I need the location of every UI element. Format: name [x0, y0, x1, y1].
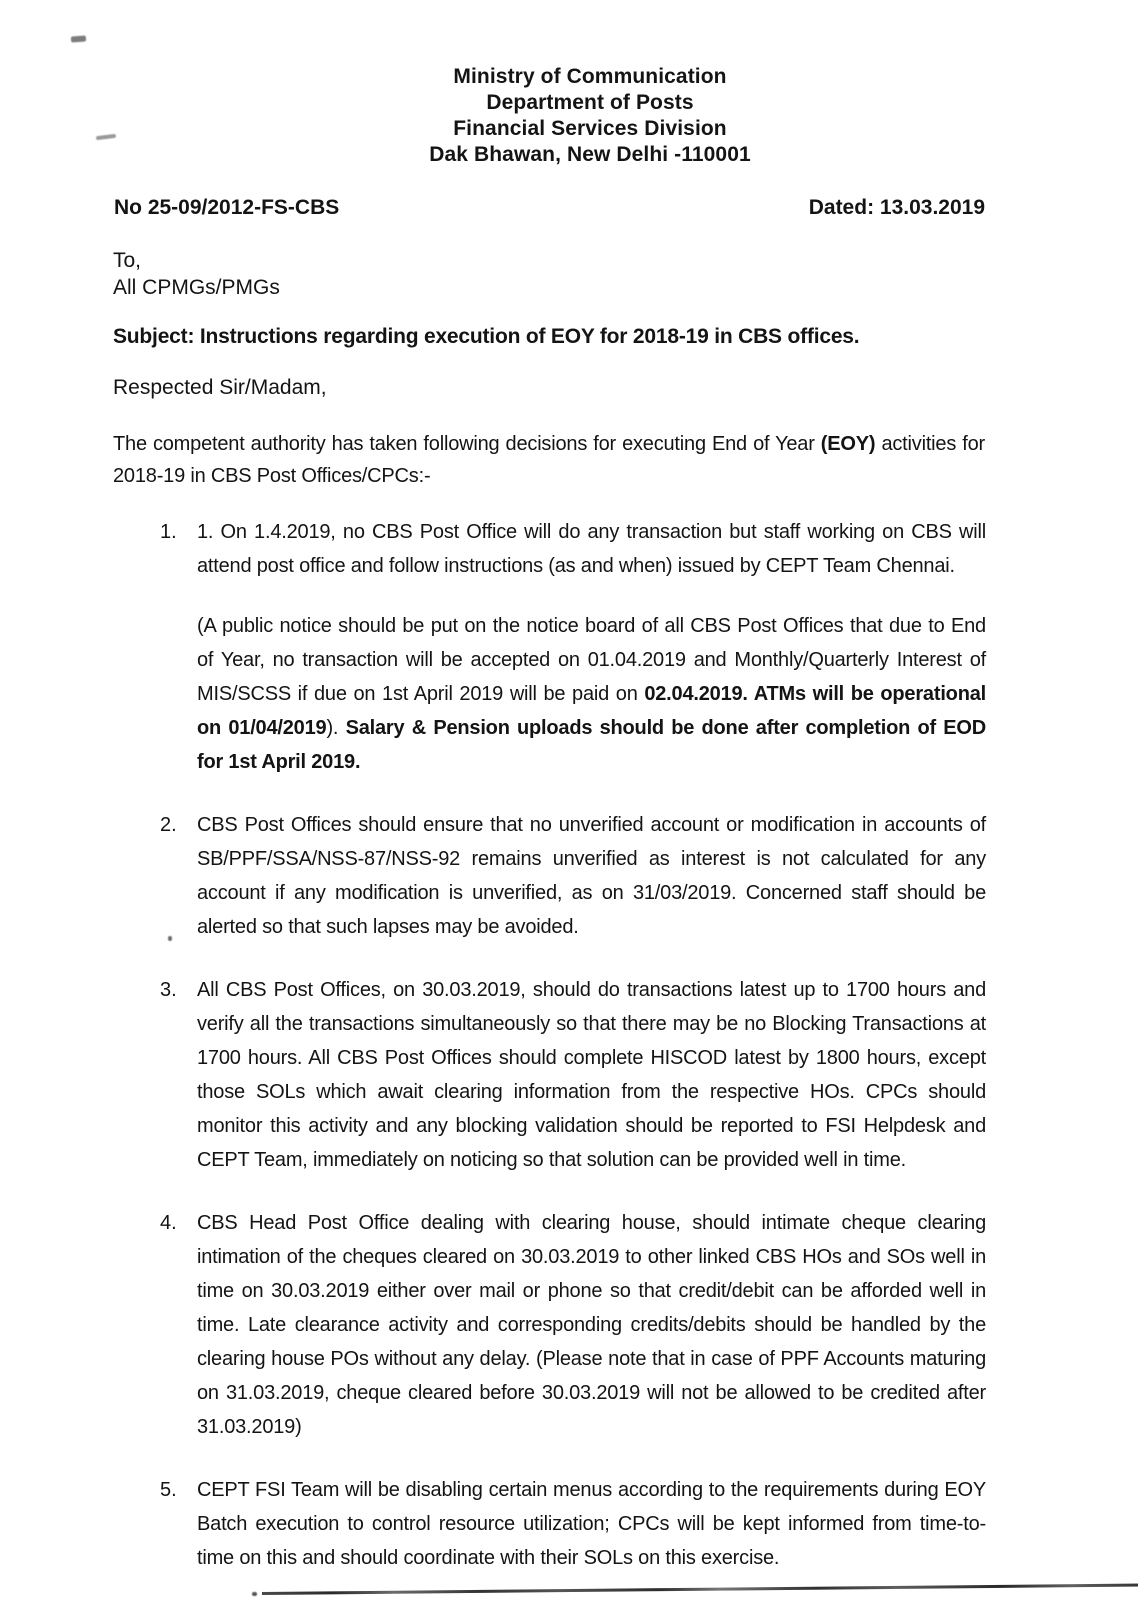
list-item-number: 3. [160, 979, 177, 1001]
recipient-to-label: To, [113, 249, 142, 272]
intro-paragraph [113, 428, 985, 492]
paragraph-text: (A public notice should be put on the notice board of all CBS Post Offices that due to End of Year, no transaction will be accepted on 01.04.2019 and Monthly/Quarterly Interest of MIS/SCSS if due on 1st April 2019 will be paid on [197, 615, 986, 705]
list-item [115, 1473, 986, 1575]
recipient-block [113, 247, 280, 301]
item-paragraph: All CBS Post Offices, on 30.03.2019, should do transactions latest up to 1700 hours and verify all the transactions simultaneously so that there may be no Blocking Transactions at 1700 hours. All CBS Post Offices should complete HISCOD latest by 1800 hours, except those SOLs which await clearing information from the respective HOs. CPCs should monitor this activity and any blocking validation should be reported to FSI Helpdesk and CEPT Team, immediately on noticing so that solution can be provided well in time. [197, 979, 986, 1171]
recipient-name: All CPMGs/PMGs [113, 276, 280, 299]
list-item-body [197, 515, 986, 779]
item-paragraph [197, 609, 986, 779]
reference-row [114, 196, 985, 220]
paragraph-text: ). [326, 717, 346, 739]
scan-page-edge-line [262, 1584, 1138, 1595]
list-item [115, 973, 986, 1177]
instruction-list [115, 503, 986, 1575]
intro-bold-eoy: (EOY) [820, 433, 876, 455]
subject-line: Subject: Instructions regarding execution of EOY for 2018-19 in CBS offices. [113, 325, 860, 348]
item-paragraph: 1. On 1.4.2019, no CBS Post Office will do any transaction but staff working on CBS will attend post office and follow instructions (as and when) issued by CEPT Team Chennai. [197, 521, 986, 577]
scan-smudge [71, 35, 86, 42]
item-paragraph: CBS Post Offices should ensure that no unverified account or modification in accounts of SB/PPF/SSA/NSS-87/NSS-92 remains unverified as interest is not calculated for any account if any modification is unverified, as on 31/03/2019. Concerned staff should be alerted so that such lapses may be avoided. [197, 814, 986, 938]
intro-text-tail: activities for 2018-19 in CBS Post Offices/CPCs:- [113, 433, 985, 487]
letterhead-line-ministry: Ministry of Communication [453, 65, 727, 88]
salutation: Respected Sir/Madam, [113, 376, 327, 399]
list-item-number: 2. [160, 814, 177, 836]
letterhead-line-department: Department of Posts [486, 91, 694, 114]
scan-speck [252, 1592, 257, 1596]
paragraph-bold-text: 02.04.2019. ATMs will be operational on 01/04/2019 [197, 683, 986, 739]
list-item-body [197, 1473, 986, 1575]
list-item-number: 5. [160, 1479, 177, 1501]
intro-text: The competent authority has taken following decisions for executing End of Year [113, 433, 821, 455]
reference-number: No 25-09/2012-FS-CBS [114, 196, 340, 219]
list-item-number: 4. [160, 1212, 177, 1234]
paragraph-bold-text: Salary & Pension uploads should be done after completion of EOD for 1st April 2019. [197, 717, 986, 773]
list-item-number: 1. [160, 521, 177, 543]
list-item [115, 1206, 986, 1444]
list-item-body [197, 808, 986, 944]
list-item-body [197, 1206, 986, 1444]
list-item-body [197, 973, 986, 1177]
item-paragraph: CEPT FSI Team will be disabling certain menus according to the requirements during EOY Batch execution to control resource utilization; CPCs will be kept informed from time-to-time on this and should coordinate with their SOLs on this exercise. [197, 1479, 986, 1569]
letterhead-line-division: Financial Services Division [453, 117, 727, 140]
letterhead-line-address: Dak Bhawan, New Delhi -110001 [429, 143, 751, 166]
letter-date: Dated: 13.03.2019 [808, 196, 985, 219]
list-item [115, 515, 986, 779]
item-paragraph: CBS Head Post Office dealing with clearing house, should intimate cheque clearing intimation of the cheques cleared on 30.03.2019 to other linked CBS HOs and SOs well in time on 30.03.2019 either over mail or phone so that credit/debit can be afforded well in time. Late clearance activity and corresponding credits/debits should be handled by the clearing house POs without any delay. (Please note that in case of PPF Accounts maturing on 31.03.2019, cheque cleared before 30.03.2019 will not be allowed to be credited after 31.03.2019) [197, 1212, 986, 1438]
letterhead [42, 64, 1138, 168]
list-item [115, 808, 986, 944]
